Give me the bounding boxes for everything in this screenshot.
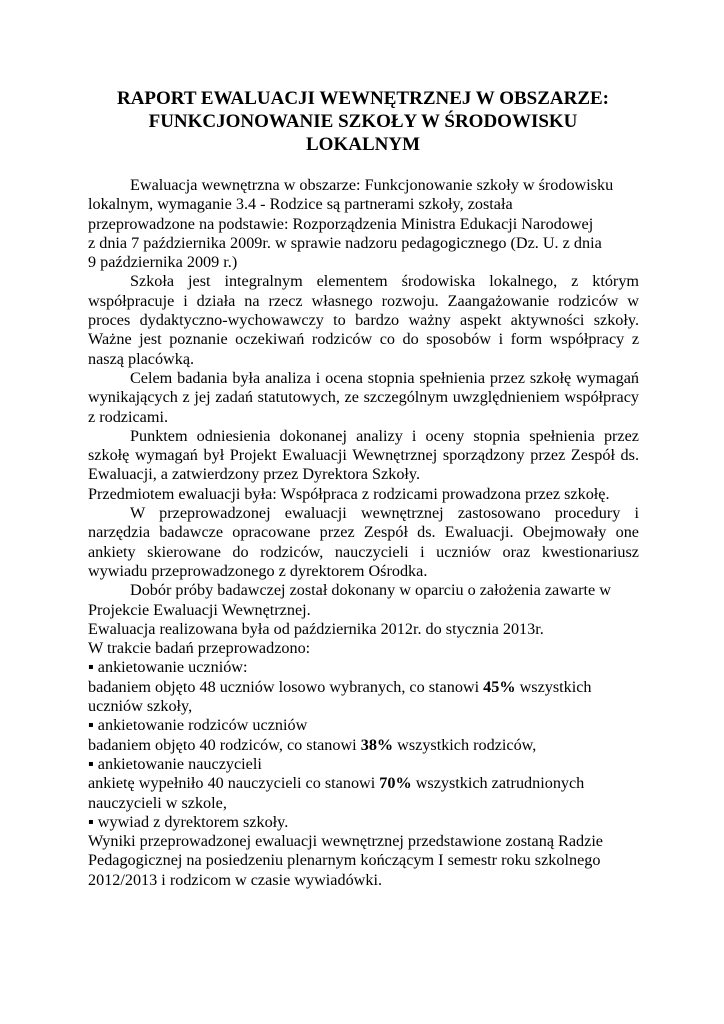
interview-item: ▪ wywiad z dyrektorem szkoły. xyxy=(88,813,639,832)
teachers-percentage: 70% xyxy=(379,774,412,793)
during-paragraph: W trakcie badań przeprowadzono: xyxy=(88,639,311,658)
survey-teachers-text: ankietę wypełniło 40 nauczycieli co stanowi 70% wszystkich zatrudnionych nauczycieli w szkole, xyxy=(88,774,585,812)
title-line: RAPORT EWALUACJI WEWNĘTRZNEJ W OBSZARZE: xyxy=(116,88,610,109)
survey-parents-label: ▪ ankietowanie rodziców uczniów xyxy=(88,716,639,735)
title-line: LOKALNYM xyxy=(306,134,420,155)
survey-teachers-label: ▪ ankietowanie nauczycieli xyxy=(88,755,639,774)
reference-paragraph: Punktem odniesienia dokonanej analizy i oceny stopnia spełnienia przez szkołę wymagań był Projekt Ewaluacji Wewnętrznej sporządzony przez Zespół ds. Ewaluacji, a zatwierdzony przez Dyrektora Szkoły. xyxy=(88,426,639,484)
subject-paragraph: Przedmiotem ewaluacji była: Współpraca z rodzicami prowadzona przez szkołę. xyxy=(88,484,610,503)
results-paragraph xyxy=(88,832,639,890)
parents-percentage: 38% xyxy=(360,735,394,754)
sample-paragraph xyxy=(88,581,639,620)
text-line: przeprowadzone na podstawie: Rozporządzenia Ministra Edukacji Narodowej xyxy=(88,214,594,233)
text-line: lokalnym, wymaganie 3.4 - Rodzice są partnerami szkoły, została xyxy=(88,195,513,214)
text-line: 9 października 2009 r.) xyxy=(88,253,238,272)
text-line: Ewaluacja wewnętrzna w obszarze: Funkcjonowanie szkoły w środowisku xyxy=(130,176,614,194)
text-line: 2012/2013 i rodzicom w czasie wywiadówki. xyxy=(88,870,383,889)
survey-parents-text: badaniem objęto 40 rodziców, co stanowi 38% wszystkich rodziców, xyxy=(88,735,537,754)
period-paragraph: Ewaluacja realizowana była od października 2012r. do stycznia 2013r. xyxy=(88,619,544,638)
text-line: Pedagogicznej na posiedzeniu plenarnym kończącym I semestr roku szkolnego xyxy=(88,851,601,870)
students-percentage: 45% xyxy=(483,677,516,696)
text-line: Wyniki przeprowadzonej ewaluacji wewnętrznej przedstawione zostaną Radzie xyxy=(88,832,603,851)
text-line: Projekcie Ewaluacji Wewnętrznej. xyxy=(88,600,311,619)
title-line: FUNKCJONOWANIE SZKOŁY W ŚRODOWISKU xyxy=(148,111,578,132)
document-body xyxy=(88,176,639,890)
document-title xyxy=(88,87,638,156)
methods-paragraph: W przeprowadzonej ewaluacji wewnętrznej zastosowano procedury i narzędzia badawcze opracowane przez Zespół ds. Ewaluacji. Obejmowały one ankiety skierowane do rodziców, nauczycieli i uczniów oraz kwestionariusz wywiadu przeprowadzonego z dyrektorem Ośrodka. xyxy=(88,504,639,580)
survey-students-label: ▪ ankietowanie uczniów: xyxy=(88,658,639,677)
intro-paragraph xyxy=(88,176,639,272)
survey-students-text: badaniem objęto 48 uczniów losowo wybranych, co stanowi 45% wszystkich uczniów szkoły, xyxy=(88,677,592,716)
text-line: Dobór próby badawczej został dokonany w oparciu o założenia zawarte w xyxy=(130,581,611,600)
school-paragraph: Szkoła jest integralnym elementem środowiska lokalnego, z którym współpracuje i działa na rzecz własnego rozwoju. Zaangażowanie rodziców w proces dydaktyczno-wychowawczy to bardzo ważny aspekt aktywności szkoły. Ważne jest poznanie oczekiwań rodziców co do sposobów i form współpracy z naszą placówką. xyxy=(88,272,639,368)
goal-paragraph: Celem badania była analiza i ocena stopnia spełnienia przez szkołę wymagań wynikających z jej zadań statutowych, ze szczególnym uwzględnieniem współpracy z rodzicami. xyxy=(88,368,639,426)
text-line: z dnia 7 października 2009r. w sprawie nadzoru pedagogicznego (Dz. U. z dnia xyxy=(88,233,602,252)
